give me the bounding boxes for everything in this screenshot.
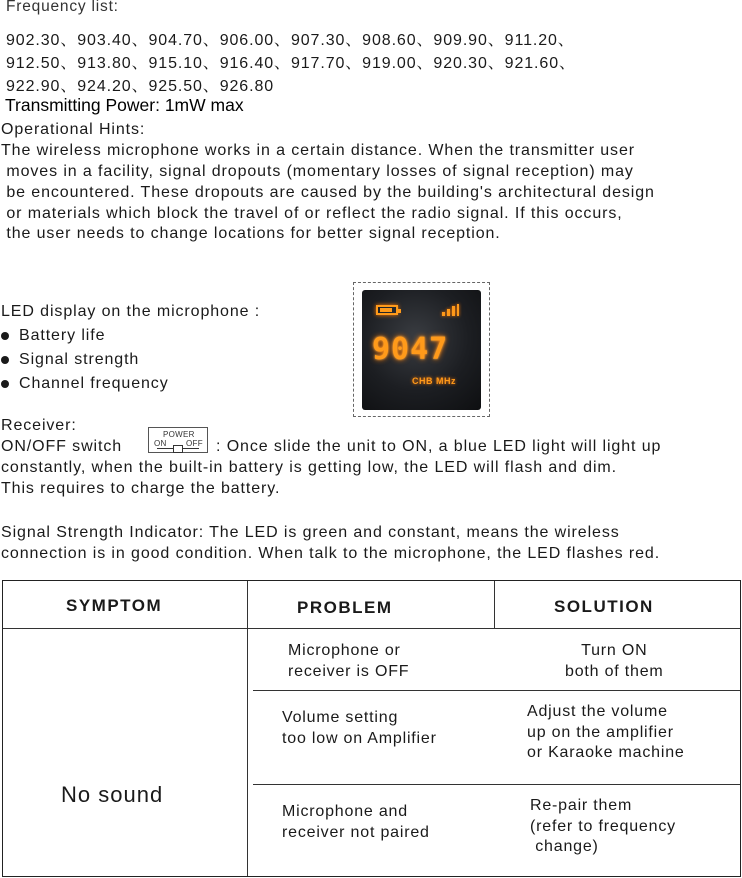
solution-row-2: Adjust the volume up on the amplifier or Karaoke machine	[527, 703, 685, 761]
led-screen	[362, 290, 481, 410]
signal-indicator-line-1: Signal Strength Indicator: The LED is green and constant, means the wireless	[1, 524, 620, 541]
operational-line-5: the user needs to change locations for better signal reception.	[1, 225, 501, 242]
led-item-battery: Battery life	[19, 327, 106, 344]
solution-row-3: Re-pair them (refer to frequency change)	[530, 797, 676, 855]
led-footer-label: CHB MHz	[412, 376, 456, 386]
receiver-line-3: This requires to charge the battery.	[1, 480, 281, 497]
switch-label: ON/OFF switch	[1, 438, 123, 455]
bullet-icon	[1, 356, 9, 364]
column-divider-1	[247, 581, 248, 876]
problem-row-1: Microphone or receiver is OFF	[288, 642, 410, 680]
header-problem: PROBLEM	[297, 598, 393, 617]
solution-row-1	[566, 641, 664, 682]
switch-on-label: ON	[154, 439, 167, 448]
power-switch[interactable]	[148, 427, 208, 453]
signal-strength-icon	[442, 304, 460, 316]
battery-icon	[376, 305, 398, 315]
switch-power-label: POWER	[163, 430, 195, 439]
frequency-line-1: 902.30、903.40、904.70、906.00、907.30、908.60、909.90、911.20、	[6, 32, 575, 49]
operational-line-1: The wireless microphone works in a certain distance. When the transmitter user	[1, 142, 635, 159]
column-divider-2	[494, 581, 495, 629]
operational-line-4: or materials which block the travel of or reflect the radio signal. If this occurs,	[1, 205, 623, 222]
led-display-photo	[353, 282, 490, 417]
problem-row-2: Volume setting too low on Amplifier	[282, 709, 437, 747]
solution-row-1-text: Turn ON both of them	[565, 642, 664, 680]
switch-off-label: OFF	[186, 439, 203, 448]
frequency-line-2: 912.50、913.80、915.10、916.40、917.70、919.00、920.30、921.60、	[6, 55, 576, 72]
operational-line-3: be encountered. These dropouts are caused by the building's architectural design	[1, 184, 655, 201]
operational-line-2: moves in a facility, signal dropouts (momentary losses of signal reception) may	[1, 163, 634, 180]
switch-knob[interactable]	[173, 445, 183, 453]
problem-row-3: Microphone and receiver not paired	[282, 803, 430, 841]
row-divider-1	[253, 690, 740, 691]
header-solution: SOLUTION	[554, 597, 654, 616]
frequency-heading: Frequency list:	[6, 0, 119, 15]
led-item-channel: Channel frequency	[19, 375, 169, 392]
led-display-heading: LED display on the microphone :	[1, 303, 261, 320]
header-divider	[3, 628, 740, 629]
receiver-line-1: : Once slide the unit to ON, a blue LED light will light up	[216, 438, 662, 455]
frequency-line-3: 922.90、924.20、925.50、926.80	[6, 78, 275, 95]
transmitting-power: Transmitting Power: 1mW max	[5, 95, 244, 115]
bullet-icon	[1, 380, 9, 388]
led-item-signal: Signal strength	[19, 351, 140, 368]
symptom-no-sound: No sound	[61, 782, 164, 807]
led-frequency-digits: 9047	[372, 332, 449, 367]
receiver-heading: Receiver:	[1, 417, 77, 434]
operational-heading: Operational Hints:	[1, 121, 146, 138]
receiver-line-2: constantly, when the built-in battery is getting low, the LED will flash and dim.	[1, 459, 617, 476]
row-divider-2	[253, 784, 740, 785]
troubleshooting-table	[2, 580, 741, 877]
bullet-icon	[1, 332, 9, 340]
header-symptom: SYMPTOM	[66, 596, 163, 615]
signal-indicator-line-2: connection is in good condition. When talk to the microphone, the LED flashes red.	[1, 545, 661, 562]
